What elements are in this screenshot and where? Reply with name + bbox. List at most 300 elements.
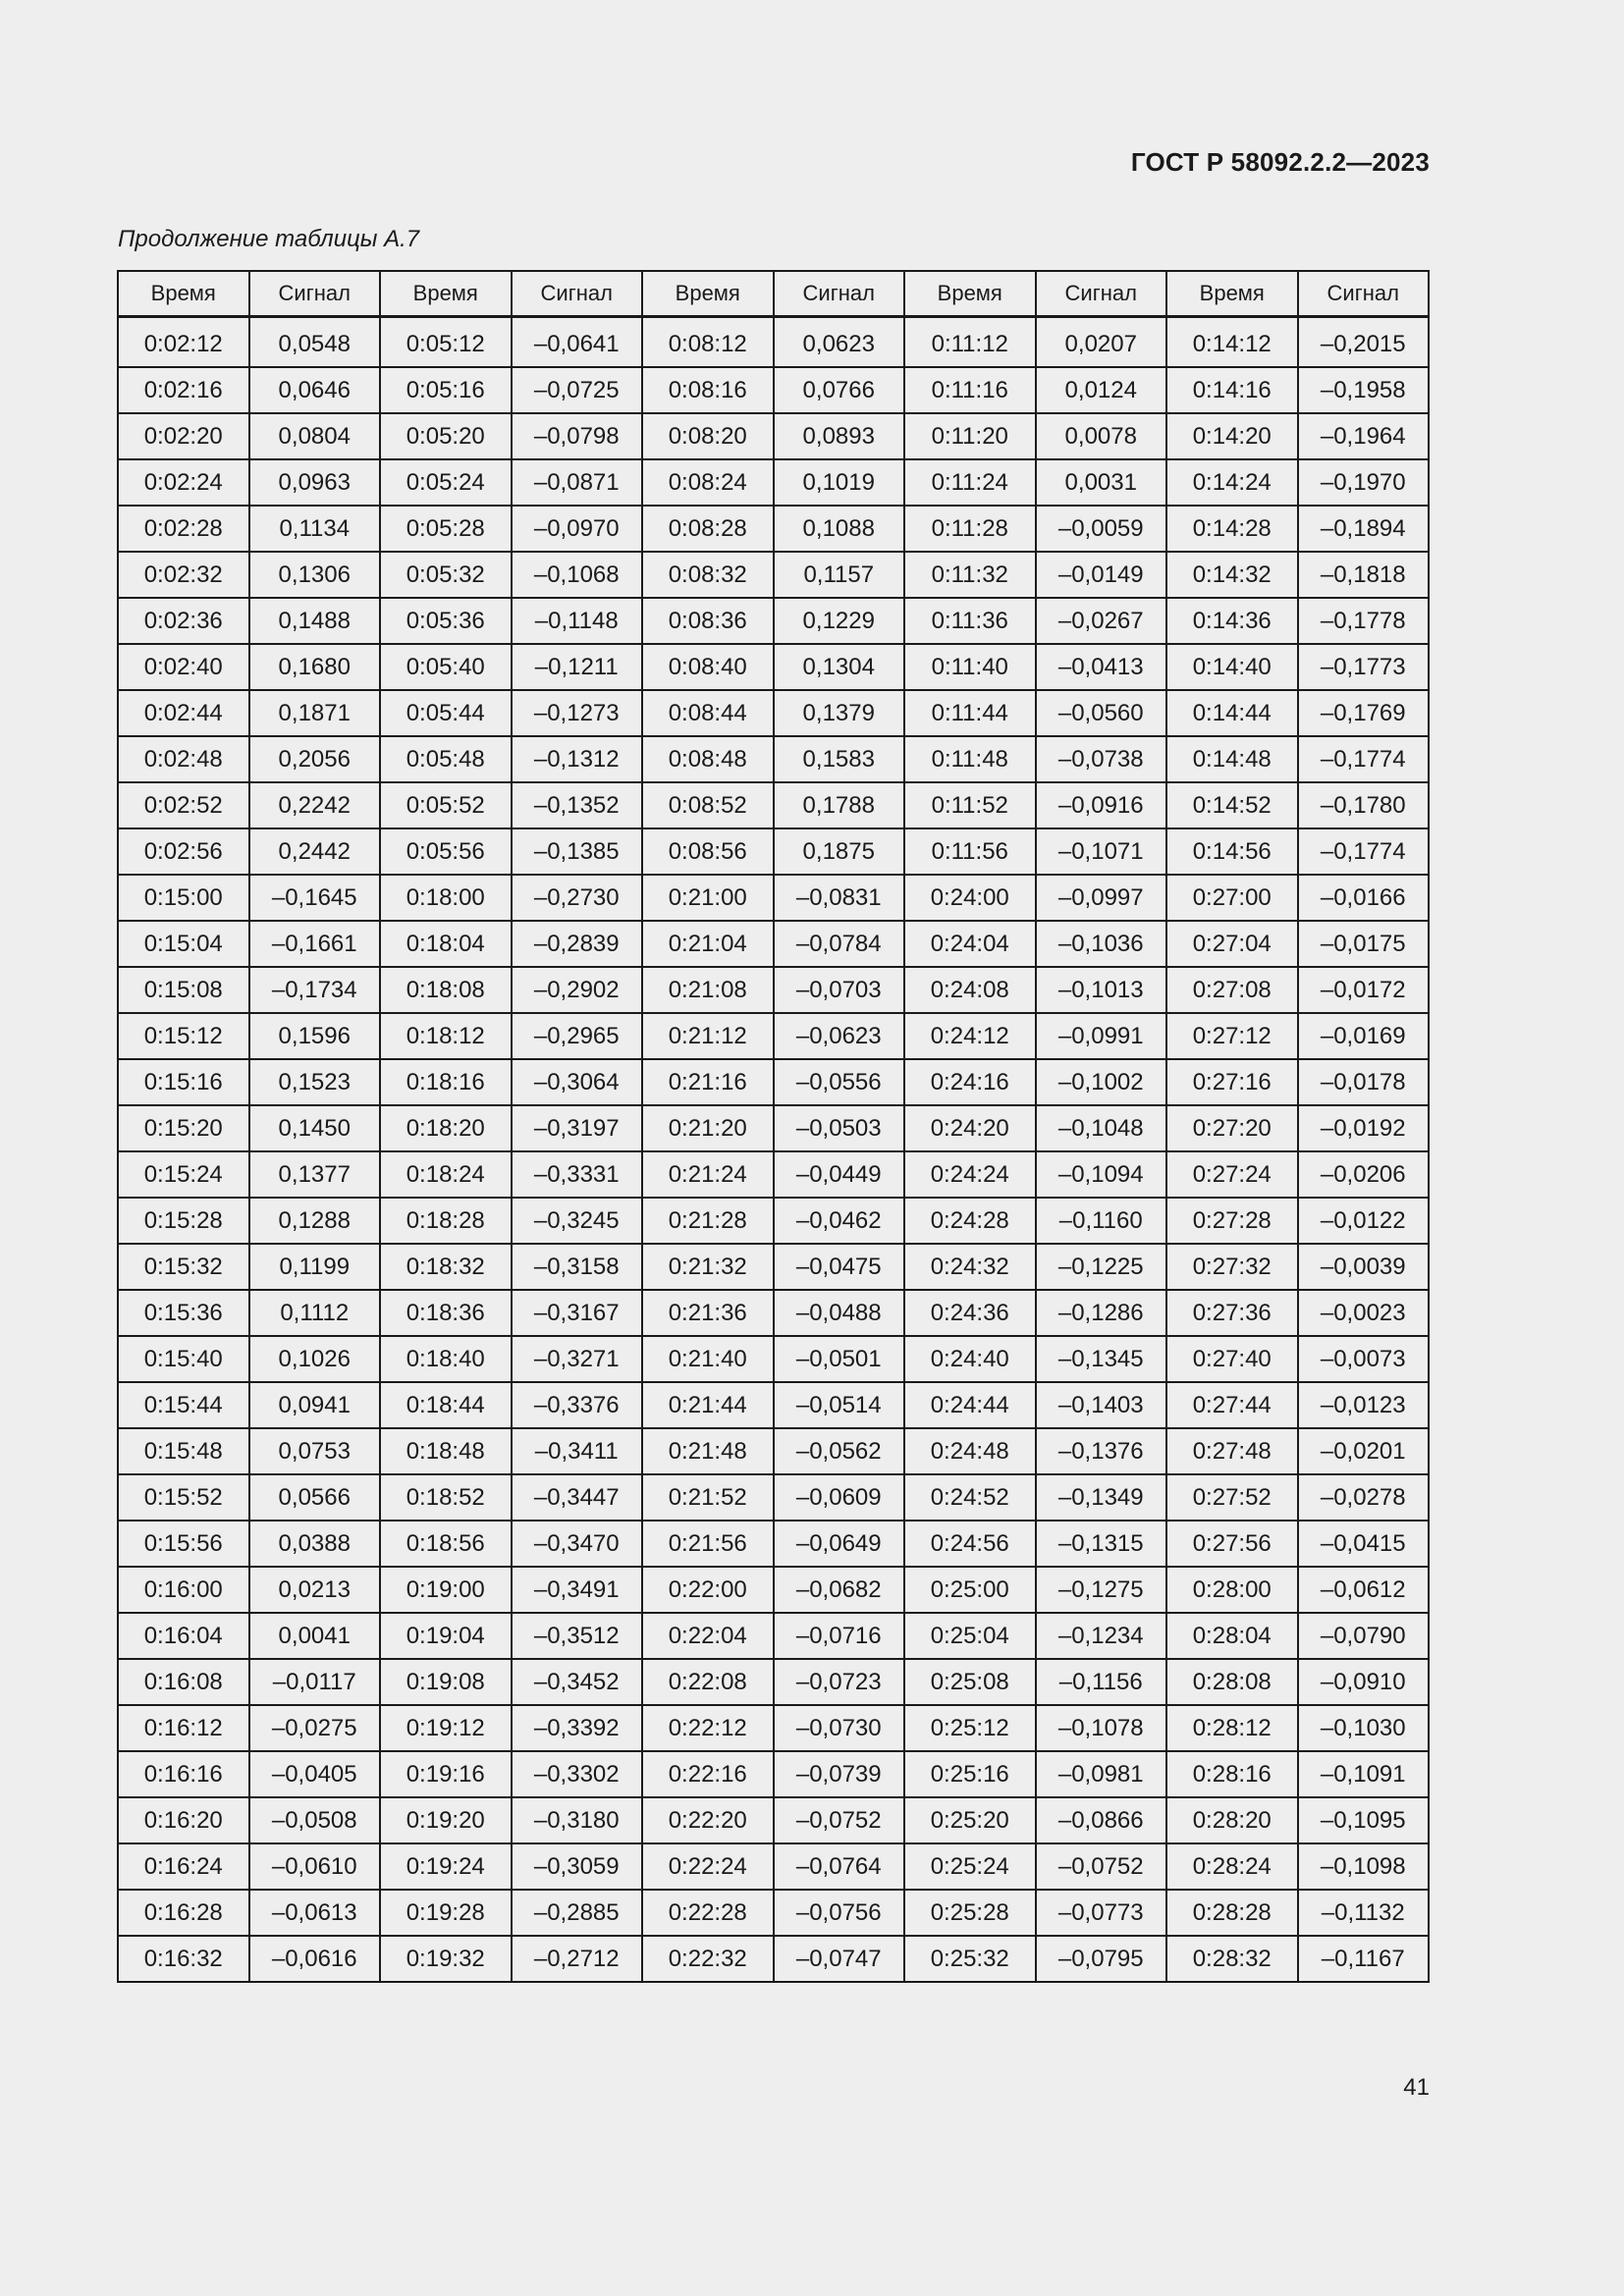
time-cell: 0:28:28 (1166, 1890, 1298, 1936)
signal-cell: –0,2730 (512, 875, 643, 921)
time-cell: 0:21:00 (642, 875, 774, 921)
table-row (118, 644, 1429, 690)
time-cell: 0:19:08 (380, 1659, 512, 1705)
time-cell: 0:14:52 (1166, 782, 1298, 828)
time-cell: 0:08:12 (642, 317, 774, 368)
time-cell: 0:14:36 (1166, 598, 1298, 644)
signal-cell: 0,0766 (774, 367, 905, 413)
table-row (118, 828, 1429, 875)
signal-cell: –0,0405 (249, 1751, 381, 1797)
time-cell: 0:18:44 (380, 1382, 512, 1428)
signal-cell: –0,1167 (1298, 1936, 1430, 1982)
column-header: Сигнал (1036, 271, 1167, 317)
signal-cell: 0,1134 (249, 506, 381, 552)
table-row (118, 690, 1429, 736)
time-cell: 0:18:36 (380, 1290, 512, 1336)
signal-cell: –0,1030 (1298, 1705, 1430, 1751)
time-cell: 0:24:36 (904, 1290, 1036, 1336)
signal-cell: –0,0475 (774, 1244, 905, 1290)
table-row (118, 1244, 1429, 1290)
signal-cell: –0,0981 (1036, 1751, 1167, 1797)
time-cell: 0:15:44 (118, 1382, 249, 1428)
signal-cell: –0,0415 (1298, 1521, 1430, 1567)
time-cell: 0:22:00 (642, 1567, 774, 1613)
time-cell: 0:18:32 (380, 1244, 512, 1290)
time-cell: 0:21:56 (642, 1521, 774, 1567)
table-row (118, 736, 1429, 782)
signal-cell: –0,1091 (1298, 1751, 1430, 1797)
signal-cell: –0,1148 (512, 598, 643, 644)
time-cell: 0:25:04 (904, 1613, 1036, 1659)
time-cell: 0:15:04 (118, 921, 249, 967)
signal-cell: –0,0623 (774, 1013, 905, 1059)
time-cell: 0:21:48 (642, 1428, 774, 1474)
signal-cell: –0,1385 (512, 828, 643, 875)
signal-cell: –0,0649 (774, 1521, 905, 1567)
time-cell: 0:24:40 (904, 1336, 1036, 1382)
time-cell: 0:05:44 (380, 690, 512, 736)
time-cell: 0:25:12 (904, 1705, 1036, 1751)
time-cell: 0:16:20 (118, 1797, 249, 1843)
signal-cell: 0,1523 (249, 1059, 381, 1105)
signal-cell: –0,0703 (774, 967, 905, 1013)
time-cell: 0:21:32 (642, 1244, 774, 1290)
time-cell: 0:24:12 (904, 1013, 1036, 1059)
time-cell: 0:27:24 (1166, 1151, 1298, 1198)
signal-cell: –0,1013 (1036, 967, 1167, 1013)
time-cell: 0:15:36 (118, 1290, 249, 1336)
time-cell: 0:28:20 (1166, 1797, 1298, 1843)
table-row (118, 1751, 1429, 1797)
time-cell: 0:02:52 (118, 782, 249, 828)
table-row (118, 1705, 1429, 1751)
time-cell: 0:08:16 (642, 367, 774, 413)
signal-cell: –0,0752 (1036, 1843, 1167, 1890)
signal-cell: –0,3245 (512, 1198, 643, 1244)
signal-cell: –0,1818 (1298, 552, 1430, 598)
time-cell: 0:02:32 (118, 552, 249, 598)
time-cell: 0:02:28 (118, 506, 249, 552)
signal-cell: –0,0278 (1298, 1474, 1430, 1521)
time-cell: 0:05:40 (380, 644, 512, 690)
column-header: Время (904, 271, 1036, 317)
signal-cell: –0,1376 (1036, 1428, 1167, 1474)
time-cell: 0:05:32 (380, 552, 512, 598)
signal-cell: –0,0609 (774, 1474, 905, 1521)
signal-cell: –0,3064 (512, 1059, 643, 1105)
signal-cell: –0,0267 (1036, 598, 1167, 644)
signal-cell: 0,0548 (249, 317, 381, 368)
time-cell: 0:25:32 (904, 1936, 1036, 1982)
signal-cell: 0,1596 (249, 1013, 381, 1059)
time-cell: 0:11:24 (904, 459, 1036, 506)
time-cell: 0:22:04 (642, 1613, 774, 1659)
signal-cell: –0,1094 (1036, 1151, 1167, 1198)
table-row (118, 1105, 1429, 1151)
signal-cell: 0,0804 (249, 413, 381, 459)
signal-cell: –0,3470 (512, 1521, 643, 1567)
time-cell: 0:11:48 (904, 736, 1036, 782)
table-caption: Продолжение таблицы А.7 (118, 226, 420, 252)
column-header: Время (1166, 271, 1298, 317)
signal-cell: –0,1315 (1036, 1521, 1167, 1567)
signal-cell: –0,0784 (774, 921, 905, 967)
time-cell: 0:16:16 (118, 1751, 249, 1797)
time-cell: 0:16:24 (118, 1843, 249, 1890)
time-cell: 0:22:12 (642, 1705, 774, 1751)
time-cell: 0:14:16 (1166, 367, 1298, 413)
signal-cell: –0,3447 (512, 1474, 643, 1521)
time-cell: 0:11:52 (904, 782, 1036, 828)
time-cell: 0:21:28 (642, 1198, 774, 1244)
signal-cell: –0,1345 (1036, 1336, 1167, 1382)
time-cell: 0:25:24 (904, 1843, 1036, 1890)
signal-cell: –0,3411 (512, 1428, 643, 1474)
signal-cell: 0,1875 (774, 828, 905, 875)
signal-cell: –0,2712 (512, 1936, 643, 1982)
signal-cell: –0,3376 (512, 1382, 643, 1428)
signal-cell: 0,1026 (249, 1336, 381, 1382)
signal-cell: 0,0388 (249, 1521, 381, 1567)
table-row (118, 1336, 1429, 1382)
column-header: Сигнал (1298, 271, 1430, 317)
signal-cell: –0,2015 (1298, 317, 1430, 368)
signal-cell: –0,0201 (1298, 1428, 1430, 1474)
time-cell: 0:25:16 (904, 1751, 1036, 1797)
time-cell: 0:18:28 (380, 1198, 512, 1244)
time-cell: 0:28:08 (1166, 1659, 1298, 1705)
time-cell: 0:27:16 (1166, 1059, 1298, 1105)
signal-cell: –0,0206 (1298, 1151, 1430, 1198)
time-cell: 0:18:24 (380, 1151, 512, 1198)
signal-cell: –0,0997 (1036, 875, 1167, 921)
signal-cell: –0,3167 (512, 1290, 643, 1336)
time-cell: 0:14:32 (1166, 552, 1298, 598)
table-row (118, 1936, 1429, 1982)
table-row (118, 1428, 1429, 1474)
time-cell: 0:15:16 (118, 1059, 249, 1105)
time-cell: 0:25:00 (904, 1567, 1036, 1613)
signal-cell: 0,0207 (1036, 317, 1167, 368)
table-row (118, 552, 1429, 598)
time-cell: 0:18:52 (380, 1474, 512, 1521)
data-table (117, 270, 1430, 1983)
time-cell: 0:21:36 (642, 1290, 774, 1336)
signal-cell: –0,3302 (512, 1751, 643, 1797)
table-row (118, 1059, 1429, 1105)
time-cell: 0:28:32 (1166, 1936, 1298, 1982)
time-cell: 0:24:44 (904, 1382, 1036, 1428)
signal-cell: –0,0514 (774, 1382, 905, 1428)
time-cell: 0:19:12 (380, 1705, 512, 1751)
time-cell: 0:19:28 (380, 1890, 512, 1936)
signal-cell: –0,3059 (512, 1843, 643, 1890)
time-cell: 0:11:28 (904, 506, 1036, 552)
table-row (118, 782, 1429, 828)
time-cell: 0:19:24 (380, 1843, 512, 1890)
signal-cell: –0,2902 (512, 967, 643, 1013)
table-row (118, 967, 1429, 1013)
time-cell: 0:05:12 (380, 317, 512, 368)
signal-cell: –0,3271 (512, 1336, 643, 1382)
signal-cell: –0,3158 (512, 1244, 643, 1290)
table-row (118, 1613, 1429, 1659)
table-row (118, 1290, 1429, 1336)
signal-cell: –0,0871 (512, 459, 643, 506)
signal-cell: –0,1211 (512, 644, 643, 690)
table-row (118, 1474, 1429, 1521)
signal-cell: 0,1583 (774, 736, 905, 782)
signal-cell: –0,1156 (1036, 1659, 1167, 1705)
signal-cell: –0,0764 (774, 1843, 905, 1890)
time-cell: 0:14:44 (1166, 690, 1298, 736)
time-cell: 0:21:24 (642, 1151, 774, 1198)
time-cell: 0:28:00 (1166, 1567, 1298, 1613)
signal-cell: –0,1036 (1036, 921, 1167, 967)
time-cell: 0:18:56 (380, 1521, 512, 1567)
signal-cell: –0,0059 (1036, 506, 1167, 552)
time-cell: 0:18:40 (380, 1336, 512, 1382)
time-cell: 0:14:56 (1166, 828, 1298, 875)
time-cell: 0:05:20 (380, 413, 512, 459)
signal-cell: –0,0970 (512, 506, 643, 552)
time-cell: 0:11:56 (904, 828, 1036, 875)
time-cell: 0:02:40 (118, 644, 249, 690)
time-cell: 0:27:28 (1166, 1198, 1298, 1244)
time-cell: 0:11:40 (904, 644, 1036, 690)
signal-cell: –0,1275 (1036, 1567, 1167, 1613)
time-cell: 0:22:24 (642, 1843, 774, 1890)
time-cell: 0:15:52 (118, 1474, 249, 1521)
signal-cell: 0,1379 (774, 690, 905, 736)
signal-cell: –0,2885 (512, 1890, 643, 1936)
time-cell: 0:16:04 (118, 1613, 249, 1659)
signal-cell: –0,1403 (1036, 1382, 1167, 1428)
signal-cell: 0,0078 (1036, 413, 1167, 459)
time-cell: 0:24:32 (904, 1244, 1036, 1290)
signal-cell: –0,1661 (249, 921, 381, 967)
signal-cell: –0,3197 (512, 1105, 643, 1151)
signal-cell: –0,1349 (1036, 1474, 1167, 1521)
time-cell: 0:19:04 (380, 1613, 512, 1659)
time-cell: 0:14:20 (1166, 413, 1298, 459)
time-cell: 0:05:56 (380, 828, 512, 875)
time-cell: 0:21:40 (642, 1336, 774, 1382)
table-row (118, 921, 1429, 967)
signal-cell: –0,1769 (1298, 690, 1430, 736)
time-cell: 0:27:20 (1166, 1105, 1298, 1151)
signal-cell: –0,0612 (1298, 1567, 1430, 1613)
signal-cell: –0,3491 (512, 1567, 643, 1613)
time-cell: 0:27:12 (1166, 1013, 1298, 1059)
signal-cell: –0,2839 (512, 921, 643, 967)
signal-cell: –0,0562 (774, 1428, 905, 1474)
page-number: 41 (1403, 2074, 1430, 2101)
table-row (118, 1013, 1429, 1059)
signal-cell: –0,1645 (249, 875, 381, 921)
table-row (118, 506, 1429, 552)
time-cell: 0:21:16 (642, 1059, 774, 1105)
time-cell: 0:27:56 (1166, 1521, 1298, 1567)
signal-cell: –0,0991 (1036, 1013, 1167, 1059)
signal-cell: –0,0716 (774, 1613, 905, 1659)
table-row (118, 1890, 1429, 1936)
signal-cell: –0,1774 (1298, 736, 1430, 782)
signal-cell: –0,1132 (1298, 1890, 1430, 1936)
time-cell: 0:27:04 (1166, 921, 1298, 967)
signal-cell: 0,1088 (774, 506, 905, 552)
column-header: Сигнал (249, 271, 381, 317)
signal-cell: 0,1112 (249, 1290, 381, 1336)
time-cell: 0:21:20 (642, 1105, 774, 1151)
signal-cell: 0,1304 (774, 644, 905, 690)
time-cell: 0:28:12 (1166, 1705, 1298, 1751)
signal-cell: 0,2242 (249, 782, 381, 828)
time-cell: 0:21:04 (642, 921, 774, 967)
signal-cell: 0,0041 (249, 1613, 381, 1659)
table-row (118, 1567, 1429, 1613)
signal-cell: –0,0275 (249, 1705, 381, 1751)
signal-cell: –0,0798 (512, 413, 643, 459)
column-header: Время (118, 271, 249, 317)
signal-cell: 0,0213 (249, 1567, 381, 1613)
signal-cell: –0,3452 (512, 1659, 643, 1705)
signal-cell: –0,1234 (1036, 1613, 1167, 1659)
time-cell: 0:27:00 (1166, 875, 1298, 921)
signal-cell: –0,1352 (512, 782, 643, 828)
time-cell: 0:05:24 (380, 459, 512, 506)
signal-cell: –0,0149 (1036, 552, 1167, 598)
time-cell: 0:24:04 (904, 921, 1036, 967)
table-body (118, 317, 1429, 1983)
table-row (118, 1521, 1429, 1567)
signal-cell: –0,1964 (1298, 413, 1430, 459)
time-cell: 0:18:48 (380, 1428, 512, 1474)
time-cell: 0:14:40 (1166, 644, 1298, 690)
time-cell: 0:11:12 (904, 317, 1036, 368)
time-cell: 0:22:28 (642, 1890, 774, 1936)
time-cell: 0:18:08 (380, 967, 512, 1013)
signal-cell: –0,0122 (1298, 1198, 1430, 1244)
signal-cell: –0,0773 (1036, 1890, 1167, 1936)
time-cell: 0:27:08 (1166, 967, 1298, 1013)
signal-cell: –0,0560 (1036, 690, 1167, 736)
column-header: Сигнал (512, 271, 643, 317)
time-cell: 0:27:48 (1166, 1428, 1298, 1474)
time-cell: 0:15:00 (118, 875, 249, 921)
time-cell: 0:18:20 (380, 1105, 512, 1151)
time-cell: 0:02:20 (118, 413, 249, 459)
signal-cell: –0,1958 (1298, 367, 1430, 413)
time-cell: 0:24:24 (904, 1151, 1036, 1198)
table-row (118, 317, 1429, 368)
time-cell: 0:05:48 (380, 736, 512, 782)
signal-cell: 0,0753 (249, 1428, 381, 1474)
signal-cell: –0,0556 (774, 1059, 905, 1105)
signal-cell: –0,0747 (774, 1936, 905, 1982)
signal-cell: –0,1286 (1036, 1290, 1167, 1336)
signal-cell: –0,1273 (512, 690, 643, 736)
time-cell: 0:08:32 (642, 552, 774, 598)
table-row (118, 367, 1429, 413)
signal-cell: –0,0910 (1298, 1659, 1430, 1705)
time-cell: 0:11:16 (904, 367, 1036, 413)
time-cell: 0:08:24 (642, 459, 774, 506)
signal-cell: –0,0023 (1298, 1290, 1430, 1336)
table-row (118, 459, 1429, 506)
signal-cell: –0,1225 (1036, 1244, 1167, 1290)
time-cell: 0:02:16 (118, 367, 249, 413)
time-cell: 0:16:08 (118, 1659, 249, 1705)
signal-cell: –0,1773 (1298, 644, 1430, 690)
signal-cell: –0,1160 (1036, 1198, 1167, 1244)
signal-cell: –0,0616 (249, 1936, 381, 1982)
signal-cell: –0,3392 (512, 1705, 643, 1751)
signal-cell: –0,1970 (1298, 459, 1430, 506)
time-cell: 0:08:56 (642, 828, 774, 875)
time-cell: 0:16:32 (118, 1936, 249, 1982)
time-cell: 0:05:28 (380, 506, 512, 552)
signal-cell: 0,2056 (249, 736, 381, 782)
time-cell: 0:27:36 (1166, 1290, 1298, 1336)
signal-cell: –0,0790 (1298, 1613, 1430, 1659)
signal-cell: –0,1071 (1036, 828, 1167, 875)
time-cell: 0:08:44 (642, 690, 774, 736)
signal-cell: 0,0963 (249, 459, 381, 506)
time-cell: 0:18:16 (380, 1059, 512, 1105)
time-cell: 0:18:04 (380, 921, 512, 967)
signal-cell: –0,0916 (1036, 782, 1167, 828)
signal-cell: –0,1734 (249, 967, 381, 1013)
time-cell: 0:28:16 (1166, 1751, 1298, 1797)
signal-cell: –0,1774 (1298, 828, 1430, 875)
time-cell: 0:27:32 (1166, 1244, 1298, 1290)
time-cell: 0:27:40 (1166, 1336, 1298, 1382)
signal-cell: 0,0646 (249, 367, 381, 413)
signal-cell: –0,0501 (774, 1336, 905, 1382)
column-header: Сигнал (774, 271, 905, 317)
signal-cell: –0,0175 (1298, 921, 1430, 967)
signal-cell: –0,1078 (1036, 1705, 1167, 1751)
signal-cell: –0,2965 (512, 1013, 643, 1059)
time-cell: 0:08:28 (642, 506, 774, 552)
time-cell: 0:24:00 (904, 875, 1036, 921)
time-cell: 0:15:28 (118, 1198, 249, 1244)
time-cell: 0:14:12 (1166, 317, 1298, 368)
signal-cell: –0,1095 (1298, 1797, 1430, 1843)
time-cell: 0:15:12 (118, 1013, 249, 1059)
signal-cell: –0,1048 (1036, 1105, 1167, 1151)
signal-cell: 0,0623 (774, 317, 905, 368)
time-cell: 0:19:16 (380, 1751, 512, 1797)
signal-cell: –0,0866 (1036, 1797, 1167, 1843)
signal-cell: –0,0725 (512, 367, 643, 413)
signal-cell: –0,1780 (1298, 782, 1430, 828)
time-cell: 0:24:20 (904, 1105, 1036, 1151)
time-cell: 0:16:00 (118, 1567, 249, 1613)
table-row (118, 413, 1429, 459)
time-cell: 0:08:36 (642, 598, 774, 644)
signal-cell: –0,0682 (774, 1567, 905, 1613)
table-row (118, 1151, 1429, 1198)
signal-cell: 0,1450 (249, 1105, 381, 1151)
time-cell: 0:02:36 (118, 598, 249, 644)
signal-cell: –0,3331 (512, 1151, 643, 1198)
time-cell: 0:15:40 (118, 1336, 249, 1382)
signal-cell: 0,1229 (774, 598, 905, 644)
signal-cell: –0,0169 (1298, 1013, 1430, 1059)
time-cell: 0:08:40 (642, 644, 774, 690)
